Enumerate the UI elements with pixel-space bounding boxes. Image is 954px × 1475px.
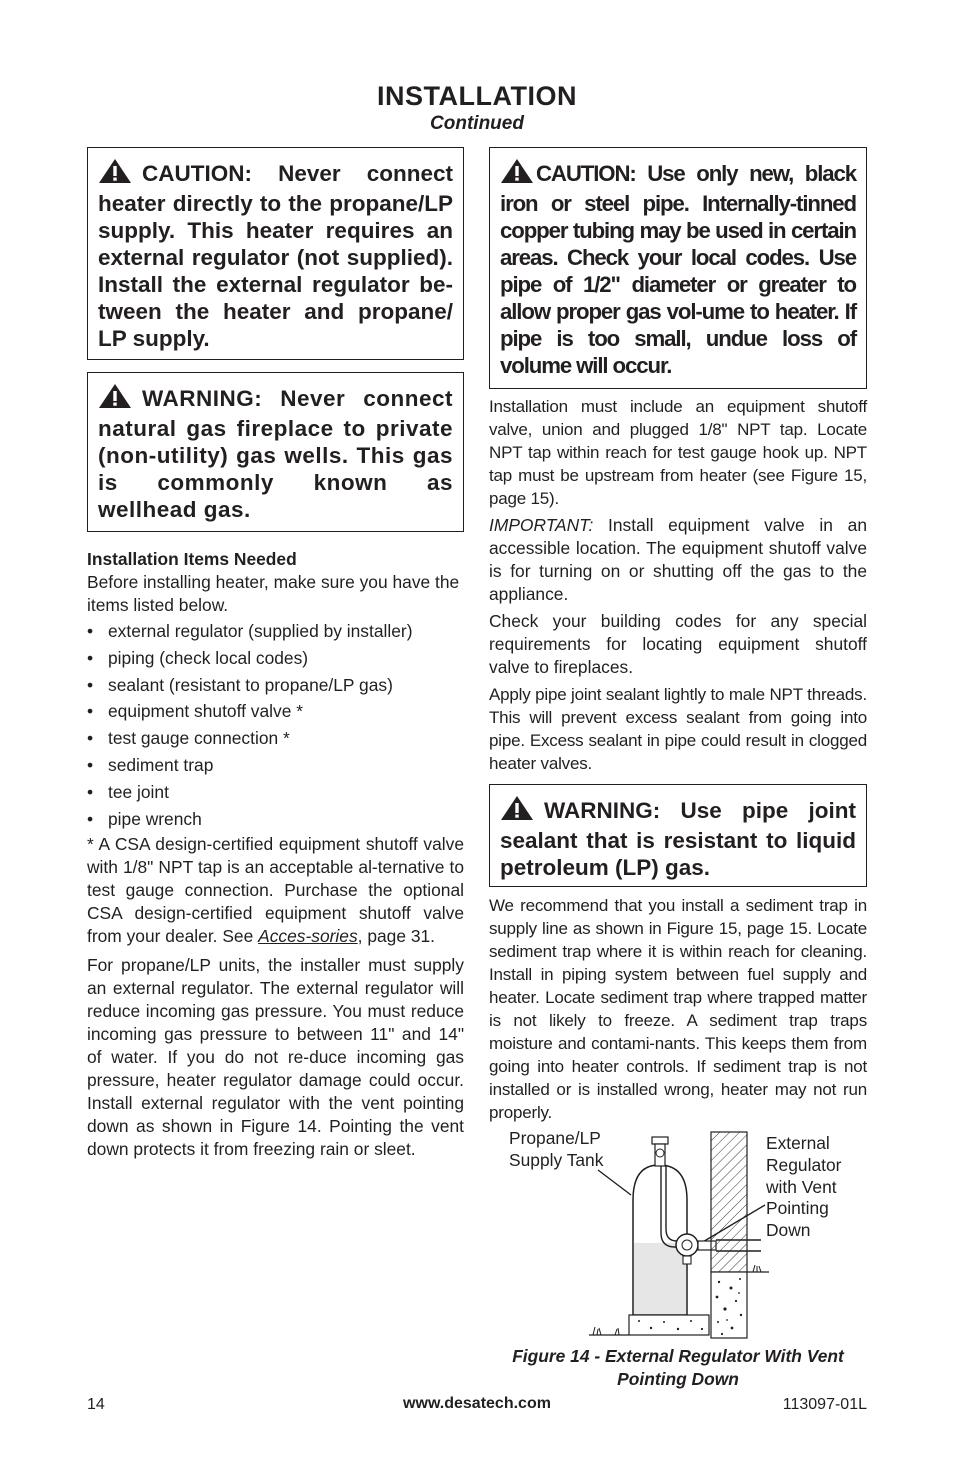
warning-triangle-icon (98, 383, 132, 415)
document-code: 113097-01L (782, 1396, 867, 1413)
sediment-trap-paragraph: We recommend that you install a sediment trap in supply line as shown in Figure 15, page 15. Locate sediment trap where it is within reach for cleaning. Install in piping system between fuel supply and heater. Locate sediment trap where trapped matter is not likely to freeze. A sediment trap traps moisture and contami-nants. This keeps them from going into heater controls. If sediment trap is not installed or is installed wrong, heater may not run properly. (489, 896, 867, 1122)
figure-14 (489, 1125, 867, 1345)
sealant-paragraph: Apply pipe joint sealant lightly to male NPT threads. This will prevent excess sealant from going into pipe. Excess sealant in pipe could result in clogged heater valves. (489, 685, 867, 773)
items-intro: Before installing heater, make sure you have the items listed below. (87, 572, 460, 615)
footnote-text: * A CSA design-certified equipment shutoff valve with 1/8" NPT tap is an acceptable al-ternative to test gauge connection. Purchase the optional CSA design-certified equipment shutoff valve from your dealer. See Acces-sories, page 31. (87, 834, 464, 947)
regulator-paragraph: For propane/LP units, the installer must supply an external regulator. The external regulator will reduce incoming gas pressure. You must reduce incoming gas pressure to between 11" and 14" of water. If you do not re-duce incoming gas pressure, heater regulator damage could occur. Install external regulator with the vent pointing down as shown in Figure 14. Pointing the vent down protects it from freezing rain or sleet. (87, 955, 464, 1160)
list-item: • piping (check local codes) (87, 647, 309, 668)
right-column (489, 147, 867, 1128)
warning-triangle-icon (500, 158, 534, 190)
caution-box-pipe (489, 147, 867, 389)
list-item: • test gauge connection * (87, 728, 290, 749)
page-subtitle: Continued (430, 113, 524, 134)
items-heading: Installation Items Needed (87, 549, 297, 569)
important-paragraph: IMPORTANT: Install equipment valve in an accessible location. The equipment shutoff valve is for turning on or shutting off the gas to the appliance. (489, 515, 867, 604)
page-title: INSTALLATION (377, 81, 577, 111)
figure-caption: Figure 14 - External Regulator With Vent Pointing Down (512, 1346, 844, 1389)
page-number: 14 (87, 1396, 105, 1413)
list-item: • pipe wrench (87, 808, 202, 829)
page-header (0, 80, 954, 135)
list-item: • sediment trap (87, 754, 214, 775)
list-item: • external regulator (supplied by installer) (87, 621, 413, 641)
caution-text: CAUTION: Never connect heater directly to the propane/LP supply. This heater requires an external regulator (not supplied). Install the external regulator be-tween the heater and propane/ LP supply. (98, 161, 453, 351)
caution-box-regulator (87, 147, 464, 360)
label-external-regulator: External Regulator with Vent Pointing Down (766, 1133, 842, 1241)
warning-box-wellhead (87, 372, 464, 532)
label-supply-tank: Propane/LP Supply Tank (509, 1128, 604, 1170)
warning-box-sealant (489, 784, 867, 887)
shutoff-paragraph: Installation must include an equipment shutoff valve, union and plugged 1/8" NPT tap. Locate NPT tap within reach for test gauge hook up. NPT tap must be upstream from heater (see Figure 15, page 15). (489, 397, 867, 508)
warning-triangle-icon (500, 795, 534, 827)
warning-triangle-icon (98, 158, 132, 190)
warning-text: WARNING: Never connect natural gas fireplace to private (non-utility) gas wells. This gas is commonly known as wellhead gas. (98, 386, 453, 522)
website-link[interactable]: www.desatech.com (403, 1395, 551, 1412)
list-item: • tee joint (87, 781, 169, 802)
accessories-link[interactable]: Acces-sories (258, 926, 358, 947)
list-item: • sealant (resistant to propane/LP gas) (87, 674, 393, 695)
important-label: IMPORTANT: (489, 515, 594, 535)
warning-text: WARNING: Use pipe joint sealant that is resistant to liquid petroleum (LP) gas. (500, 798, 856, 880)
left-column (87, 147, 464, 1165)
list-item: • equipment shutoff valve * (87, 701, 303, 722)
caution-text: CAUTION: Use only new, black iron or steel pipe. Internally-tinned copper tubing may be used in certain areas. Check your local codes. Use pipe of 1/2" diameter or greater to allow proper gas vol-ume to heater. If pipe is too small, undue loss of volume will occur. (500, 161, 856, 378)
regulator-diagram (489, 1125, 867, 1345)
building-codes-paragraph: Check your building codes for any special requirements for locating equipment shutoff valve to fireplaces. (489, 611, 867, 677)
items-list (87, 620, 464, 831)
items-section (87, 548, 464, 1161)
